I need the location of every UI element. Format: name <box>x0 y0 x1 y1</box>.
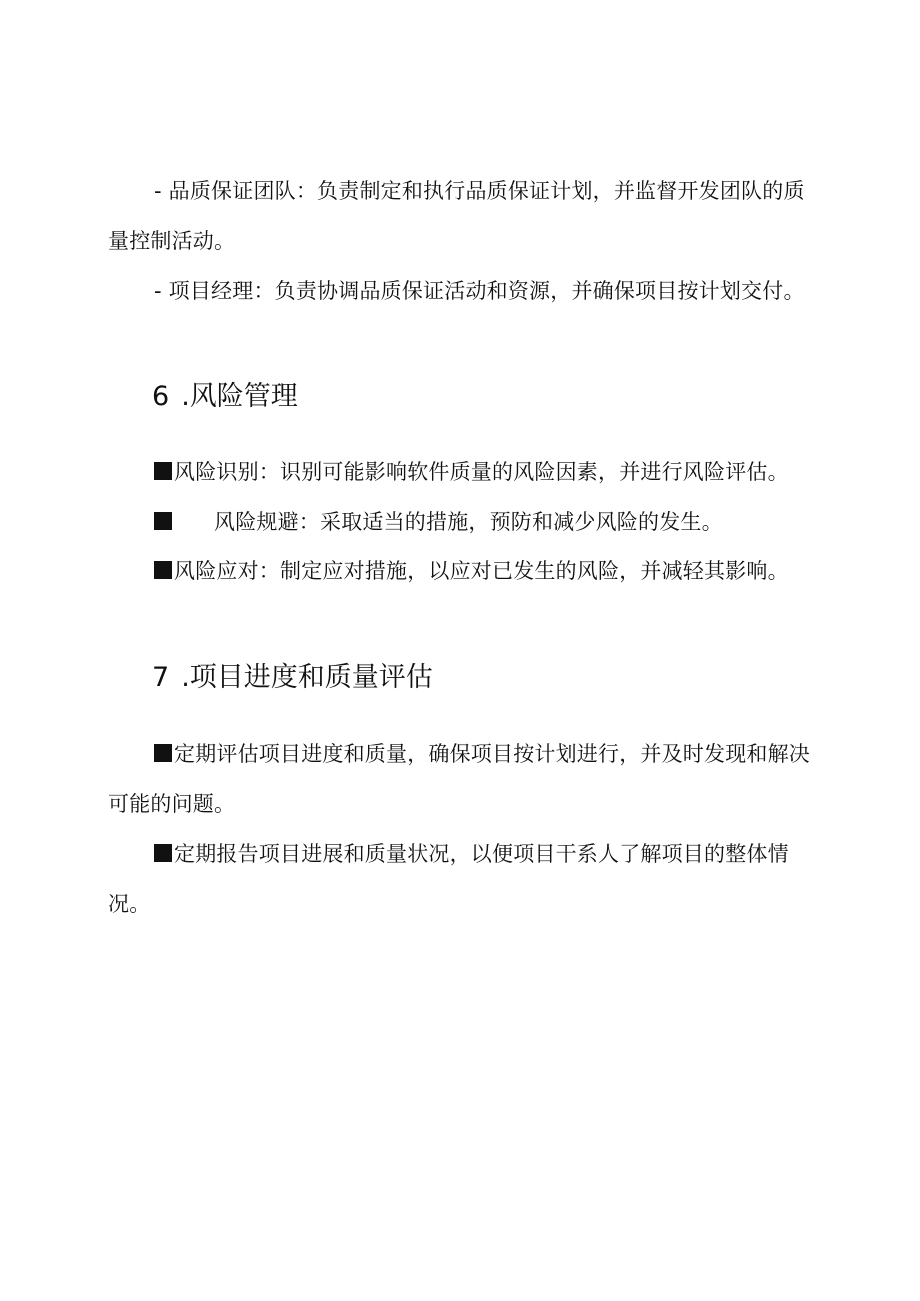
project-manager-role-paragraph: - 项目经理：负责协调品质保证活动和资源，并确保项目按计划交付。 <box>154 279 805 303</box>
section-7-number: 7 <box>152 662 170 693</box>
section-6-title: .风险管理 <box>181 381 298 412</box>
periodic-report-item <box>108 829 820 929</box>
risk-avoidance-text: 风险规避：采取适当的措施，预防和减少风险的发生。 <box>214 510 723 534</box>
square-bullet-icon <box>154 512 172 530</box>
square-bullet-icon <box>154 561 172 579</box>
section-7-title: .项目进度和质量评估 <box>181 662 433 693</box>
section-6-heading <box>152 377 298 417</box>
risk-response-item <box>108 546 820 596</box>
square-bullet-icon <box>154 844 172 862</box>
periodic-evaluation-item <box>108 729 820 829</box>
section-6-number: 6 <box>152 381 170 412</box>
risk-identification-text: 风险识别：识别可能影响软件质量的风险因素，并进行风险评估。 <box>174 460 789 484</box>
square-bullet-icon <box>154 744 172 762</box>
section-7-heading <box>152 658 433 698</box>
risk-response-text: 风险应对：制定应对措施，以应对已发生的风险，并减轻其影响。 <box>174 559 789 583</box>
qa-team-role-paragraph: - 品质保证团队：负责制定和执行品质保证计划，并监督开发团队的质量控制活动。 <box>108 179 805 253</box>
risk-identification-item <box>108 447 820 497</box>
risk-avoidance-item <box>108 497 820 547</box>
square-bullet-icon <box>154 462 172 480</box>
periodic-report-text: 定期报告项目进展和质量状况，以便项目干系人了解项目的整体情况。 <box>108 842 789 916</box>
periodic-evaluation-text: 定期评估项目进度和质量，确保项目按计划进行，并及时发现和解决可能的问题。 <box>108 742 810 816</box>
